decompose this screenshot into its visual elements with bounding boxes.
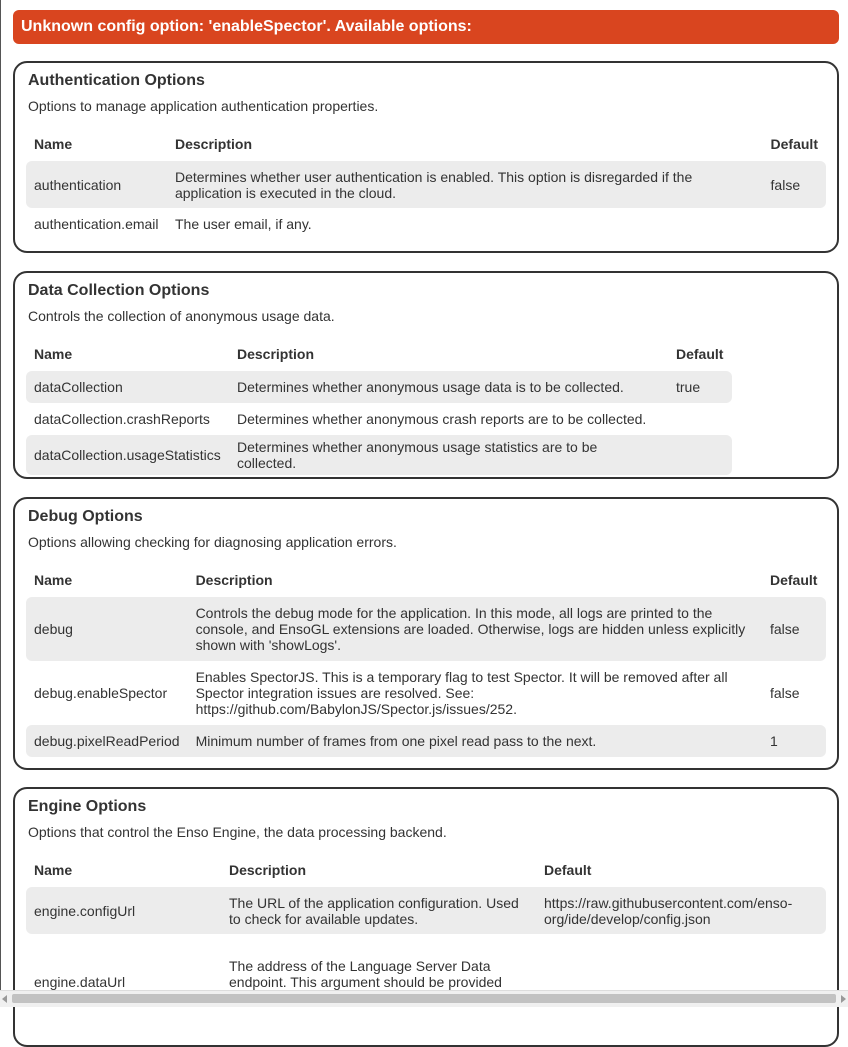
option-name: dataCollection.usageStatistics	[26, 435, 229, 475]
option-name: engine.configUrl	[26, 887, 221, 934]
option-default	[668, 435, 732, 475]
column-header-description: Description	[237, 346, 315, 362]
section-title: Engine Options	[28, 798, 147, 815]
section-description: Options that control the Enso Engine, the data processing backend.	[28, 824, 447, 840]
option-default: https://raw.githubusercontent.com/enso-org/ide/develop/config.json	[536, 887, 826, 934]
table-row	[26, 208, 826, 240]
option-description: Controls the debug mode for the application. In this mode, all logs are printed to the console, and EnsoGL extensions are loaded. Otherwise, logs are hidden unless explicitly shown with 'showLogs'.	[188, 597, 762, 661]
section-description: Controls the collection of anonymous usage data.	[28, 308, 335, 324]
option-description: Enables SpectorJS. This is a temporary flag to test Spector. It will be removed after all Spector integration issues are resolved. See: https://github.com/BabylonJS/Spector.js/issues/252.	[195, 669, 728, 717]
table-row	[26, 403, 732, 435]
section-debug-options	[13, 497, 839, 770]
scrollbar-thumb[interactable]	[12, 994, 836, 1003]
option-description: Minimum number of frames from one pixel read pass to the next.	[188, 725, 762, 757]
column-header-name: Name	[34, 572, 73, 588]
table-header-row	[26, 563, 826, 597]
option-default: 1	[762, 725, 826, 757]
section-title: Data Collection Options	[28, 282, 210, 299]
option-name: dataCollection.crashReports	[34, 411, 210, 427]
table-row	[26, 597, 826, 661]
options-table	[26, 127, 826, 240]
error-banner	[13, 10, 839, 44]
table-row	[26, 435, 732, 475]
table-row	[26, 161, 826, 208]
section-description: Options allowing checking for diagnosing application errors.	[28, 534, 397, 550]
column-header-description: Description	[195, 572, 273, 588]
option-default: false	[770, 685, 800, 701]
horizontal-scrollbar[interactable]	[0, 990, 848, 1007]
option-default: false	[762, 597, 826, 661]
option-description: Determines whether anonymous usage statistics are to be collected.	[229, 435, 668, 475]
option-name: debug	[26, 597, 188, 661]
option-default: false	[763, 161, 826, 208]
option-description: The URL of the application configuration. Used to check for available updates.	[221, 887, 536, 934]
column-header-description: Description	[174, 136, 252, 152]
column-header-name: Name	[34, 862, 73, 878]
option-description: Determines whether anonymous usage data is to be collected.	[229, 371, 668, 403]
section-authentication-options	[13, 61, 839, 253]
options-table	[26, 337, 732, 475]
table-row	[26, 887, 826, 934]
scroll-left-arrow-icon[interactable]	[2, 995, 7, 1003]
option-default: true	[668, 371, 732, 403]
table-row	[26, 661, 826, 725]
column-header-default: Default	[544, 862, 592, 878]
options-table	[26, 563, 826, 757]
table-header-row	[26, 127, 826, 161]
column-header-name: Name	[34, 136, 73, 152]
table-header-row	[26, 853, 826, 887]
column-header-name: Name	[34, 346, 73, 362]
option-name: authentication	[26, 161, 167, 208]
column-header-description: Description	[229, 862, 307, 878]
section-title: Debug Options	[28, 508, 143, 525]
option-default	[668, 403, 732, 435]
option-description: The user email, if any.	[174, 216, 312, 232]
option-default	[763, 208, 826, 240]
section-engine-options	[13, 787, 839, 1047]
section-description: Options to manage application authentication properties.	[28, 98, 379, 114]
section-title: Authentication Options	[28, 72, 205, 89]
table-row	[26, 934, 826, 1030]
option-description: The address of the Language Server Data endpoint. This argument should be provided	[229, 958, 502, 990]
option-name: dataCollection	[26, 371, 229, 403]
table-row	[26, 371, 732, 403]
table-row	[26, 725, 826, 757]
section-data-collection-options	[13, 271, 839, 479]
scroll-right-arrow-icon[interactable]	[841, 995, 846, 1003]
option-description: Determines whether anonymous crash reports are to be collected.	[237, 411, 647, 427]
column-header-default: Default	[770, 136, 818, 152]
option-default	[536, 934, 826, 1030]
option-name: debug.pixelReadPeriod	[26, 725, 188, 757]
option-name: authentication.email	[34, 216, 159, 232]
column-header-default: Default	[770, 572, 818, 588]
option-name: debug.enableSpector	[34, 685, 168, 701]
option-description: Determines whether user authentication is enabled. This option is disregarded if the application is executed in the cloud.	[167, 161, 763, 208]
error-message: Unknown config option: 'enableSpector'. Available options:	[21, 18, 472, 35]
table-header-row	[26, 337, 732, 371]
option-name: engine.dataUrl	[34, 974, 126, 990]
column-header-default: Default	[676, 346, 724, 362]
